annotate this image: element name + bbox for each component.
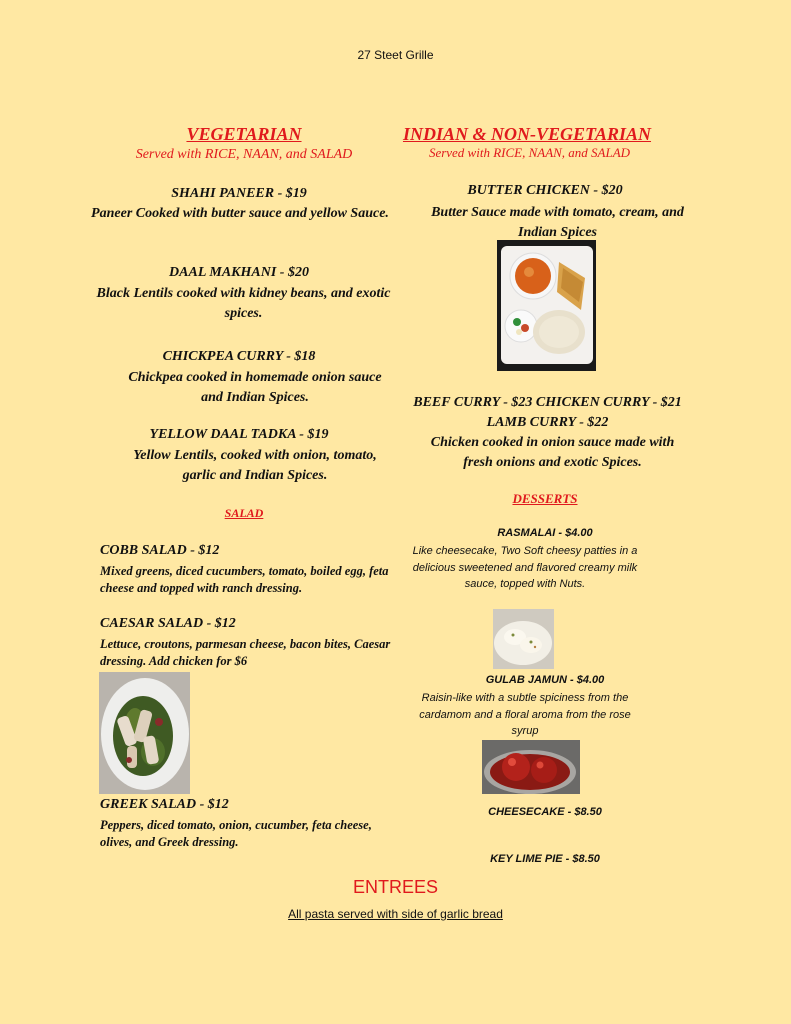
nonveg-heading: INDIAN & NON-VEGETARIAN: [402, 124, 652, 144]
butter-chicken-photo: [497, 240, 596, 371]
dessert-description: Raisin-like with a subtle spiciness from the cardamom and a floral aroma from the rose syrup: [419, 692, 631, 737]
dish-name: BEEF CURRY - $23 CHICKEN CURRY - $21 LAMB CURRY - $22: [413, 395, 682, 430]
salad-name: COBB SALAD - $12: [100, 543, 220, 558]
salad-heading: SALAD: [224, 506, 264, 520]
vegetarian-subtitle: Served with RICE, NAAN, and SALAD: [135, 147, 353, 162]
dish-description: Chicken cooked in onion sauce made with fresh onions and exotic Spices.: [430, 435, 675, 470]
dessert-name: KEY LIME PIE - $8.50: [490, 853, 600, 865]
vegetarian-heading: VEGETARIAN: [186, 124, 302, 144]
dish-description: Paneer Cooked with butter sauce and yellow Sauce.: [91, 206, 389, 221]
dessert-description: Like cheesecake, Two Soft cheesy patties in a delicious sweetened and flavored creamy milk sauce, topped with Nuts.: [412, 545, 638, 590]
caesar-salad-photo: [99, 672, 190, 794]
desserts-heading: DESSERTS: [512, 491, 578, 506]
page-title: 27 Steet Grille: [357, 48, 434, 62]
entrees-subtitle: All pasta served with side of garlic bread: [288, 907, 503, 921]
dish-name: BUTTER CHICKEN - $20: [467, 183, 623, 198]
salad-description: Peppers, diced tomato, onion, cucumber, feta cheese, olives, and Greek dressing.: [100, 818, 372, 849]
dish-description: Butter Sauce made with tomato, cream, and Indian Spices: [431, 205, 684, 240]
rasmalai-photo: [493, 609, 554, 669]
salad-name: GREEK SALAD - $12: [100, 797, 229, 812]
dish-name: YELLOW DAAL TADKA - $19: [149, 427, 329, 442]
dish-name: CHICKPEA CURRY - $18: [162, 349, 316, 364]
dessert-name: CHEESECAKE - $8.50: [488, 806, 602, 818]
dish-description: Chickpea cooked in homemade onion sauce and Indian Spices.: [128, 370, 382, 405]
dish-name: SHAHI PANEER - $19: [171, 186, 307, 201]
salad-description: Lettuce, croutons, parmesan cheese, bacon bites, Caesar dressing. Add chicken for $6: [100, 637, 391, 668]
dish-description: Yellow Lentils, cooked with onion, tomato, garlic and Indian Spices.: [133, 448, 377, 483]
dish-description: Black Lentils cooked with kidney beans, and exotic spices.: [96, 286, 391, 321]
dish-name: DAAL MAKHANI - $20: [169, 265, 309, 280]
dessert-name: RASMALAI - $4.00: [497, 527, 593, 539]
salad-name: CAESAR SALAD - $12: [100, 616, 236, 631]
nonveg-subtitle: Served with RICE, NAAN, and SALAD: [428, 145, 631, 160]
salad-description: Mixed greens, diced cucumbers, tomato, boiled egg, feta cheese and topped with ranch dressing.: [100, 564, 389, 595]
entrees-heading: ENTREES: [352, 877, 439, 897]
dessert-name: GULAB JAMUN - $4.00: [485, 674, 605, 686]
gulab-jamun-photo: [482, 740, 580, 794]
